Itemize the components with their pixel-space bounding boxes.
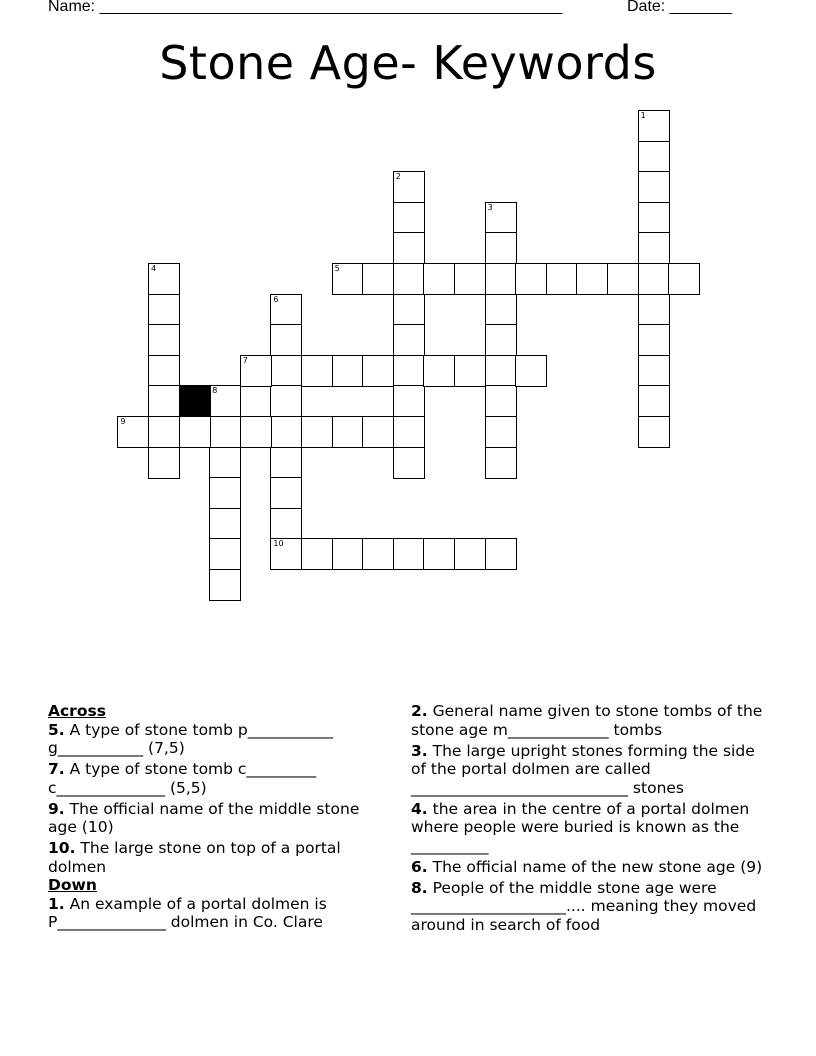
grid-cell[interactable]: [638, 355, 670, 387]
grid-cell[interactable]: [148, 416, 180, 448]
clue-number: 3.: [411, 741, 428, 760]
grid-cell[interactable]: [485, 263, 517, 295]
clue-text: The large stone on top of a portal dolmen: [48, 839, 341, 876]
clue-number: 9.: [48, 799, 65, 818]
grid-cell[interactable]: [301, 355, 333, 387]
clue-number: 8.: [411, 878, 428, 897]
clue-text: General name given to stone tombs of the stone age m_____________ tombs: [411, 702, 763, 739]
clues-right-column: [411, 702, 769, 937]
clue-number-label: 1: [640, 111, 646, 120]
grid-cell[interactable]: [638, 110, 670, 142]
grid-cell[interactable]: [209, 477, 241, 509]
grid-cell[interactable]: [179, 416, 211, 448]
grid-cell[interactable]: [393, 202, 425, 234]
clue-item: [411, 800, 769, 856]
grid-cell[interactable]: [362, 355, 394, 387]
clue-item: [48, 721, 384, 758]
grid-cell[interactable]: [393, 538, 425, 570]
grid-cell[interactable]: [362, 416, 394, 448]
clue-number: 7.: [48, 760, 65, 778]
clue-text: the area in the centre of a portal dolmen where people were buried is known as the __________: [411, 799, 750, 855]
grid-cell[interactable]: [240, 355, 272, 387]
clue-number: 10.: [48, 839, 76, 857]
grid-cell[interactable]: [209, 447, 241, 479]
clue-number-label: 7: [242, 355, 248, 365]
grid-cell[interactable]: [362, 263, 394, 295]
grid-cell[interactable]: [454, 355, 486, 387]
clue-item: [411, 702, 769, 739]
clue-text: A type of stone tomb p___________ g___________ (7,5): [48, 720, 334, 757]
grid-cell[interactable]: [332, 416, 364, 448]
grid-cell[interactable]: [515, 263, 547, 295]
blocked-cell: [179, 385, 211, 417]
clue-number: 1.: [48, 894, 65, 913]
grid-cell[interactable]: [485, 324, 517, 356]
grid-cell[interactable]: [148, 355, 180, 387]
clue-number-label: 8: [212, 386, 218, 396]
grid-cell[interactable]: [393, 447, 425, 479]
grid-cell[interactable]: [485, 294, 517, 326]
grid-cell[interactable]: [393, 171, 425, 203]
grid-cell[interactable]: [423, 538, 455, 570]
across-heading: Across: [48, 702, 106, 720]
grid-cell[interactable]: [393, 355, 425, 387]
clue-item: [411, 858, 769, 877]
page-title: Stone Age- Keywords: [159, 36, 657, 90]
clue-text: The official name of the middle stone age (10): [48, 799, 360, 836]
clue-number: 4.: [411, 799, 428, 818]
grid-cell[interactable]: [332, 355, 364, 387]
grid-cell[interactable]: [270, 355, 302, 387]
grid-cell[interactable]: [270, 416, 302, 448]
clue-text: The large upright stones forming the side of the portal dolmen are called ____________________________ stones: [411, 741, 755, 797]
grid-cell[interactable]: [638, 416, 670, 448]
clue-item: [411, 742, 769, 798]
grid-cell[interactable]: [209, 416, 241, 448]
grid-cell[interactable]: [638, 171, 670, 203]
grid-cell[interactable]: [607, 263, 639, 295]
grid-cell[interactable]: [454, 538, 486, 570]
grid-cell[interactable]: [270, 477, 302, 509]
grid-cell[interactable]: [362, 538, 394, 570]
clue-item: [411, 879, 769, 935]
grid-cell[interactable]: [270, 294, 302, 326]
clue-number: 5.: [48, 720, 65, 739]
grid-cell[interactable]: [270, 385, 302, 417]
clue-number-label: 10: [273, 539, 284, 549]
grid-cell[interactable]: [209, 508, 241, 540]
grid-cell[interactable]: [485, 416, 517, 448]
across-clue-list: [48, 721, 384, 877]
grid-cell[interactable]: [393, 324, 425, 356]
grid-cell[interactable]: [148, 263, 180, 295]
clue-number: 6.: [411, 857, 428, 876]
grid-cell[interactable]: [638, 202, 670, 234]
grid-cell[interactable]: [148, 294, 180, 326]
grid-cell[interactable]: [423, 263, 455, 295]
grid-cell[interactable]: [638, 141, 670, 173]
grid-cell[interactable]: [668, 263, 700, 295]
grid-cell[interactable]: [117, 416, 149, 448]
clue-item: [48, 839, 384, 876]
clue-number: 2.: [411, 702, 428, 720]
grid-cell[interactable]: [393, 263, 425, 295]
grid-cell[interactable]: [240, 416, 272, 448]
clue-text: People of the middle stone age were ____________________.... meaning they moved around in search of food: [411, 878, 757, 934]
grid-cell[interactable]: [270, 324, 302, 356]
grid-cell[interactable]: [454, 263, 486, 295]
grid-cell[interactable]: [485, 447, 517, 479]
clue-number-label: 9: [120, 417, 126, 426]
down-clue-list-left: [48, 895, 384, 932]
grid-cell[interactable]: [423, 355, 455, 387]
clue-item: [48, 800, 384, 837]
clue-text: The official name of the new stone age (9): [427, 857, 763, 876]
grid-cell[interactable]: [301, 538, 333, 570]
grid-cell[interactable]: [393, 416, 425, 448]
grid-cell[interactable]: [393, 294, 425, 326]
down-heading: Down: [48, 876, 97, 894]
clue-item: [48, 760, 384, 797]
clue-number-label: 3: [487, 202, 493, 212]
clue-number-label: 4: [151, 264, 157, 273]
clue-item: [48, 895, 384, 932]
grid-cell[interactable]: [485, 202, 517, 234]
grid-cell[interactable]: [393, 385, 425, 417]
grid-cell[interactable]: [270, 508, 302, 540]
clue-number-label: 2: [395, 172, 401, 182]
grid-cell[interactable]: [546, 263, 578, 295]
grid-cell[interactable]: [148, 385, 180, 417]
grid-cell[interactable]: [209, 385, 241, 417]
clue-text: An example of a portal dolmen is P______________ dolmen in Co. Clare: [48, 894, 327, 931]
grid-cell[interactable]: [515, 355, 547, 387]
grid-cell[interactable]: [209, 538, 241, 570]
grid-cell[interactable]: [270, 538, 302, 570]
clues-left-column: [48, 702, 384, 934]
name-field-label[interactable]: Name: ____________________________________________________: [48, 0, 563, 15]
grid-cell[interactable]: [332, 263, 364, 295]
clue-text: A type of stone tomb c_________ c______________ (5,5): [48, 760, 317, 797]
grid-cell[interactable]: [638, 294, 670, 326]
grid-cell[interactable]: [485, 538, 517, 570]
down-clue-list-right: [411, 702, 769, 934]
grid-cell[interactable]: [301, 416, 333, 448]
grid-cell[interactable]: [638, 385, 670, 417]
date-field-label[interactable]: Date: _______: [627, 0, 732, 15]
grid-cell[interactable]: [270, 447, 302, 479]
grid-cell[interactable]: [576, 263, 608, 295]
grid-cell[interactable]: [485, 385, 517, 417]
grid-cell[interactable]: [393, 232, 425, 264]
grid-cell[interactable]: [148, 447, 180, 479]
grid-cell[interactable]: [485, 355, 517, 387]
grid-cell[interactable]: [148, 324, 180, 356]
grid-cell[interactable]: [638, 324, 670, 356]
grid-cell[interactable]: [485, 232, 517, 264]
grid-cell[interactable]: [332, 538, 364, 570]
grid-cell[interactable]: [638, 232, 670, 264]
grid-cell[interactable]: [209, 569, 241, 601]
grid-cell[interactable]: [638, 263, 670, 295]
clue-number-label: 5: [334, 264, 340, 273]
clue-number-label: 6: [273, 294, 279, 304]
